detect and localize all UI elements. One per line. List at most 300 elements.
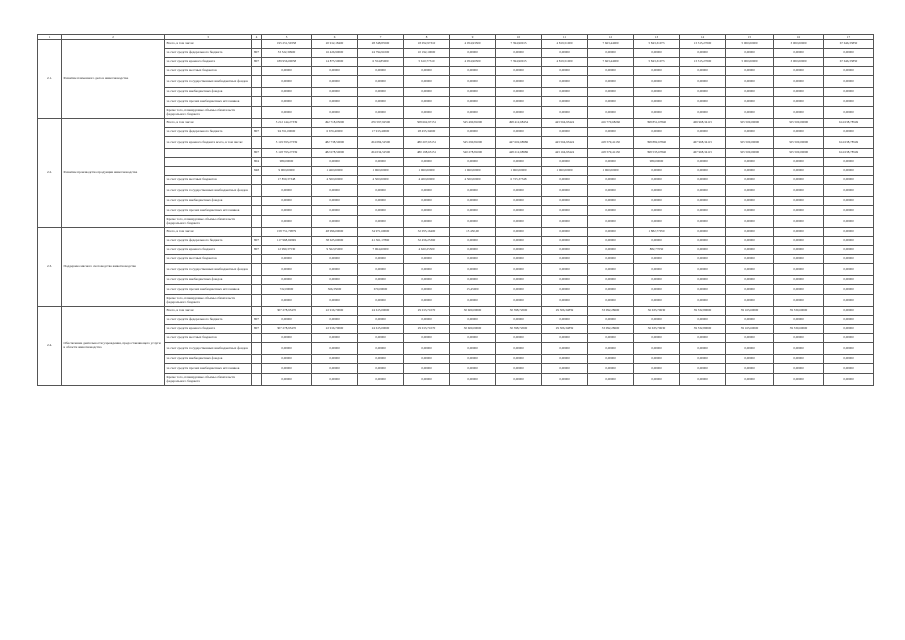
amount-cell: 0,00000 bbox=[774, 185, 824, 197]
amount-cell: 443 164,93424 bbox=[542, 149, 588, 158]
amount-cell: 467 968,34115 bbox=[680, 137, 726, 149]
amount-cell: 0,00000 bbox=[588, 128, 634, 137]
amount-cell: 0,00000 bbox=[262, 88, 312, 97]
amount-cell: 0,00000 bbox=[450, 276, 496, 285]
amount-cell: 0,00000 bbox=[542, 158, 588, 167]
section-name: Развитие племенного дела в животноводстве bbox=[62, 40, 165, 119]
amount-cell: 29 013,71070 bbox=[404, 325, 450, 334]
col-number: 6 bbox=[312, 35, 358, 40]
amount-cell: 0,00000 bbox=[726, 285, 774, 295]
funding-source-label: за счет средств местных бюджетов bbox=[165, 176, 252, 185]
amount-cell: 482 678,50000 bbox=[312, 149, 358, 158]
amount-cell: 22 916,70000 bbox=[312, 325, 358, 334]
amount-cell: 0,00000 bbox=[634, 334, 680, 343]
amount-cell: 4 500,00000 bbox=[450, 176, 496, 185]
amount-cell: 0,00000 bbox=[588, 216, 634, 228]
amount-cell: 0,00000 bbox=[680, 97, 726, 107]
amount-cell: 28 455,34000 bbox=[404, 128, 450, 137]
budget-code bbox=[252, 285, 262, 295]
amount-cell: 545 290,81000 bbox=[450, 137, 496, 149]
amount-cell: 0,00000 bbox=[450, 255, 496, 264]
funding-source-label: за счет средств государственных внебюджетных фондов bbox=[165, 264, 252, 276]
amount-cell: 0,00000 bbox=[496, 216, 542, 228]
budget-code bbox=[252, 176, 262, 185]
amount-cell: 0,00000 bbox=[634, 49, 680, 58]
amount-cell: 0,00000 bbox=[634, 364, 680, 374]
amount-cell: 30 600,00000 bbox=[450, 307, 496, 316]
amount-cell: 0,00000 bbox=[262, 185, 312, 197]
amount-cell: 0,00000 bbox=[450, 364, 496, 374]
amount-cell: 0,00000 bbox=[726, 167, 774, 176]
budget-code bbox=[252, 206, 262, 216]
amount-cell: 0,00000 bbox=[824, 97, 874, 107]
amount-cell: 0,00000 bbox=[496, 316, 542, 325]
amount-cell: 24 615,00000 bbox=[358, 307, 404, 316]
amount-cell: 0,00000 bbox=[680, 107, 726, 119]
amount-cell: 448 212,68986 bbox=[496, 149, 542, 158]
amount-cell: 325 500,00000 bbox=[726, 137, 774, 149]
budget-code: 807 bbox=[252, 237, 262, 246]
amount-cell: 0,00000 bbox=[358, 197, 404, 206]
col-number: 15 bbox=[726, 35, 774, 40]
amount-cell: 0,00000 bbox=[680, 255, 726, 264]
amount-cell: 0,00000 bbox=[824, 88, 874, 97]
amount-cell: 0,00000 bbox=[496, 228, 542, 237]
amount-cell: 0,00000 bbox=[680, 216, 726, 228]
funding-source-label: Кроме того, планируемые объемы обязательств федерального бюджета bbox=[165, 295, 252, 307]
table-row bbox=[38, 228, 874, 237]
amount-cell: 0,00000 bbox=[542, 185, 588, 197]
amount-cell: 0,00000 bbox=[824, 228, 874, 237]
amount-cell: 0,00000 bbox=[680, 167, 726, 176]
budget-code bbox=[252, 307, 262, 316]
amount-cell: 0,00000 bbox=[680, 158, 726, 167]
amount-cell: 980,00000 bbox=[634, 158, 680, 167]
amount-cell: 0,00000 bbox=[496, 374, 542, 386]
amount-cell: 5 843,31073 bbox=[634, 40, 680, 49]
amount-cell: 0,00000 bbox=[358, 255, 404, 264]
amount-cell: 4 054,90500 bbox=[450, 58, 496, 67]
amount-cell: 0,00000 bbox=[358, 334, 404, 343]
amount-cell: 158 751,70879 bbox=[262, 228, 312, 237]
amount-cell: 0,00000 bbox=[824, 216, 874, 228]
amount-cell: 0,00000 bbox=[774, 167, 824, 176]
amount-cell: 0,00000 bbox=[588, 67, 634, 76]
col-number: 16 bbox=[774, 35, 824, 40]
section-number: 2.1. bbox=[38, 40, 62, 119]
amount-cell: 0,00000 bbox=[774, 246, 824, 255]
amount-cell: 0,00000 bbox=[358, 295, 404, 307]
amount-cell: 0,00000 bbox=[262, 197, 312, 206]
amount-cell: 0,00000 bbox=[358, 206, 404, 216]
amount-cell: 0,00000 bbox=[588, 88, 634, 97]
amount-cell: 0,00000 bbox=[824, 276, 874, 285]
col-number: 7 bbox=[358, 35, 404, 40]
amount-cell: 48 996,00000 bbox=[312, 228, 358, 237]
budget-code bbox=[252, 76, 262, 88]
amount-cell: 0,00000 bbox=[680, 185, 726, 197]
amount-cell: 0,00000 bbox=[450, 246, 496, 255]
amount-cell: 443 564,93424 bbox=[542, 119, 588, 128]
amount-cell: 0,00000 bbox=[262, 295, 312, 307]
amount-cell: 5 212 144,27339 bbox=[262, 119, 312, 128]
amount-cell: 0,00000 bbox=[824, 374, 874, 386]
amount-cell: 0,00000 bbox=[774, 97, 824, 107]
amount-cell: 0,00000 bbox=[358, 216, 404, 228]
amount-cell: 0,00000 bbox=[726, 67, 774, 76]
amount-cell: 33 092,28600 bbox=[588, 307, 634, 316]
amount-cell: 0,00000 bbox=[774, 67, 824, 76]
amount-cell: 0,00000 bbox=[824, 76, 874, 88]
amount-cell: 0,00000 bbox=[542, 343, 588, 355]
amount-cell: 0,00000 bbox=[824, 197, 874, 206]
amount-cell: 0,00000 bbox=[588, 295, 634, 307]
amount-cell: 0,00000 bbox=[312, 295, 358, 307]
amount-cell: 0,00000 bbox=[542, 88, 588, 97]
amount-cell: 0,00000 bbox=[588, 197, 634, 206]
amount-cell: 0,00000 bbox=[824, 316, 874, 325]
amount-cell: 0,00000 bbox=[496, 158, 542, 167]
amount-cell: 0,00000 bbox=[542, 128, 588, 137]
funding-source-label: за счет средств внебюджетных фондов bbox=[165, 88, 252, 97]
amount-cell: 0,00000 bbox=[680, 246, 726, 255]
amount-cell: 0,00000 bbox=[450, 374, 496, 386]
amount-cell: 0,00000 bbox=[680, 128, 726, 137]
amount-cell: 0,00000 bbox=[450, 216, 496, 228]
amount-cell: 398 882,67840 bbox=[634, 137, 680, 149]
amount-cell: 0,00000 bbox=[450, 237, 496, 246]
amount-cell: 0,00000 bbox=[634, 355, 680, 364]
funding-source-label: за счет средств прочих внебюджетных источников bbox=[165, 97, 252, 107]
amount-cell: 13 315,27000 bbox=[680, 58, 726, 67]
amount-cell: 0,00000 bbox=[680, 206, 726, 216]
amount-cell: 0,00000 bbox=[450, 197, 496, 206]
amount-cell: 0,00000 bbox=[542, 97, 588, 107]
amount-cell: 0,00000 bbox=[588, 185, 634, 197]
amount-cell: 0,00000 bbox=[774, 107, 824, 119]
funding-source-label: за счет средств федерального бюджета bbox=[165, 128, 252, 137]
amount-cell: 0,00000 bbox=[262, 374, 312, 386]
amount-cell: 0,00000 bbox=[774, 316, 824, 325]
budget-code bbox=[252, 119, 262, 128]
funding-source-label: Всего, в том числе: bbox=[165, 40, 252, 49]
amount-cell: 0,00000 bbox=[404, 264, 450, 276]
amount-cell: 0,00000 bbox=[588, 176, 634, 185]
amount-cell: 0,00000 bbox=[358, 264, 404, 276]
amount-cell: 0,00000 bbox=[774, 197, 824, 206]
amount-cell: 0,00000 bbox=[680, 343, 726, 355]
amount-cell: 0,00000 bbox=[404, 206, 450, 216]
amount-cell: 0,00000 bbox=[450, 49, 496, 58]
funding-source-label: за счет средств федерального бюджета bbox=[165, 49, 252, 58]
funding-source-label bbox=[165, 158, 252, 167]
amount-cell: 0,00000 bbox=[496, 364, 542, 374]
amount-cell: 0,00000 bbox=[312, 355, 358, 364]
amount-cell: 0,00000 bbox=[824, 206, 874, 216]
budget-code bbox=[252, 355, 262, 364]
amount-cell: 0,00000 bbox=[496, 264, 542, 276]
amount-cell: 0,00000 bbox=[726, 158, 774, 167]
amount-cell: 476 597,92500 bbox=[358, 119, 404, 128]
amount-cell: 492 718,05000 bbox=[312, 119, 358, 128]
amount-cell: 32 055,16400 bbox=[404, 228, 450, 237]
amount-cell: 30 398,72000 bbox=[496, 325, 542, 334]
amount-cell: 0,00000 bbox=[262, 206, 312, 216]
amount-cell: 0,00000 bbox=[496, 107, 542, 119]
funding-source-label: за счет средств краевого бюджета bbox=[165, 58, 252, 67]
col-number: 8 bbox=[404, 35, 450, 40]
budget-code bbox=[252, 264, 262, 276]
amount-cell: 0,00000 bbox=[824, 176, 874, 185]
amount-cell: 36 633,70630 bbox=[634, 325, 680, 334]
amount-cell: 0,00000 bbox=[450, 128, 496, 137]
budget-code: 807 bbox=[252, 149, 262, 158]
section-number: 2.4. bbox=[38, 307, 62, 386]
amount-cell: 0,00000 bbox=[824, 264, 874, 276]
amount-cell: 0,00000 bbox=[358, 364, 404, 374]
amount-cell: 0,00000 bbox=[312, 374, 358, 386]
amount-cell: 3 000,00000 bbox=[774, 58, 824, 67]
table-row bbox=[38, 307, 874, 316]
amount-cell: 0,00000 bbox=[542, 67, 588, 76]
amount-cell: 0,00000 bbox=[774, 76, 824, 88]
amount-cell: 13 315,27000 bbox=[680, 40, 726, 49]
amount-cell: 9 562,05000 bbox=[312, 246, 358, 255]
amount-cell: 29 013,71070 bbox=[404, 307, 450, 316]
funding-source-label: за счет средств краевого бюджета всего, в том числе: bbox=[165, 137, 252, 149]
amount-cell: 0,00000 bbox=[404, 197, 450, 206]
amount-cell: 0,00000 bbox=[496, 255, 542, 264]
amount-cell: 0,00000 bbox=[726, 228, 774, 237]
amount-cell: 0,00000 bbox=[774, 216, 824, 228]
amount-cell: 0,00000 bbox=[680, 316, 726, 325]
amount-cell: 0,00000 bbox=[774, 285, 824, 295]
amount-cell: 15 450,00 bbox=[450, 228, 496, 237]
funding-source-label: за счет средств внебюджетных фондов bbox=[165, 276, 252, 285]
amount-cell: 0,00000 bbox=[726, 76, 774, 88]
funding-source-label: за счет средств внебюджетных фондов bbox=[165, 355, 252, 364]
funding-source-label: за счет средств прочих внебюджетных источников bbox=[165, 285, 252, 295]
amount-cell: 1 960,00000 bbox=[588, 167, 634, 176]
amount-cell: 0,00000 bbox=[680, 285, 726, 295]
amount-cell: 0,00000 bbox=[726, 295, 774, 307]
amount-cell: 67 646,33850 bbox=[824, 40, 874, 49]
amount-cell: 39 332,89000 bbox=[680, 325, 726, 334]
amount-cell: 0,00000 bbox=[680, 355, 726, 364]
amount-cell: 469 968,34115 bbox=[680, 119, 726, 128]
amount-cell: 5 000,00000 bbox=[726, 40, 774, 49]
budget-code bbox=[252, 343, 262, 355]
funding-source-label: за счет средств государственных внебюджетных фондов bbox=[165, 76, 252, 88]
amount-cell: 480 198,63151 bbox=[404, 149, 450, 158]
amount-cell: 0,00000 bbox=[404, 334, 450, 343]
amount-cell: 0,00000 bbox=[824, 334, 874, 343]
amount-cell: 0,00000 bbox=[774, 295, 824, 307]
amount-cell: 0,00000 bbox=[496, 285, 542, 295]
amount-cell: 0,00000 bbox=[496, 237, 542, 246]
amount-cell: 0,00000 bbox=[542, 285, 588, 295]
amount-cell: 0,00000 bbox=[726, 316, 774, 325]
amount-cell: 0,00000 bbox=[358, 67, 404, 76]
amount-cell: 0,00000 bbox=[404, 374, 450, 386]
amount-cell: 0,00000 bbox=[450, 67, 496, 76]
amount-cell: 0,00000 bbox=[824, 285, 874, 295]
amount-cell: 0,00000 bbox=[726, 255, 774, 264]
amount-cell: 0,00000 bbox=[312, 76, 358, 88]
amount-cell: 0,00000 bbox=[542, 216, 588, 228]
amount-cell: 0,00000 bbox=[496, 295, 542, 307]
budget-code bbox=[252, 88, 262, 97]
amount-cell: 16 426,90000 bbox=[312, 49, 358, 58]
amount-cell: 0,00000 bbox=[358, 76, 404, 88]
amount-cell: 0,00000 bbox=[358, 88, 404, 97]
amount-cell: 443 564,93424 bbox=[542, 137, 588, 149]
budget-code bbox=[252, 334, 262, 343]
amount-cell: 0,00000 bbox=[588, 374, 634, 386]
amount-cell: 0,00000 bbox=[542, 295, 588, 307]
funding-source-label: за счет средств местных бюджетов bbox=[165, 255, 252, 264]
amount-cell: 0,00000 bbox=[774, 276, 824, 285]
amount-cell: 0,00000 bbox=[496, 355, 542, 364]
amount-cell: 39 163,60000 bbox=[726, 325, 774, 334]
amount-cell: 0,00000 bbox=[634, 176, 680, 185]
amount-cell: 38 625,60000 bbox=[312, 237, 358, 246]
amount-cell: 0,00000 bbox=[634, 167, 680, 176]
budget-code: 807 bbox=[252, 246, 262, 255]
amount-cell: 0,00000 bbox=[680, 374, 726, 386]
amount-cell: 0,00000 bbox=[450, 76, 496, 88]
amount-cell: 0,00000 bbox=[262, 76, 312, 88]
col-number: 4 bbox=[252, 35, 262, 40]
amount-cell: 10 192,10000 bbox=[404, 49, 450, 58]
amount-cell: 33 092,28600 bbox=[588, 325, 634, 334]
amount-cell: 0,00000 bbox=[634, 107, 680, 119]
amount-cell: 0,00000 bbox=[588, 158, 634, 167]
amount-cell: 0,00000 bbox=[404, 276, 450, 285]
amount-cell: 0,00000 bbox=[774, 49, 824, 58]
amount-cell: 0,00000 bbox=[542, 176, 588, 185]
amount-cell: 1 460,00000 bbox=[312, 167, 358, 176]
amount-cell: 0,00000 bbox=[542, 276, 588, 285]
budget-code bbox=[252, 40, 262, 49]
amount-cell: 0,00000 bbox=[774, 374, 824, 386]
amount-cell: 0,00000 bbox=[824, 364, 874, 374]
amount-cell: 0,00000 bbox=[726, 237, 774, 246]
amount-cell: 3 000,00000 bbox=[774, 40, 824, 49]
amount-cell: 398 851,67840 bbox=[634, 119, 680, 128]
amount-cell: 30 600,00000 bbox=[450, 325, 496, 334]
amount-cell: 0,00000 bbox=[542, 355, 588, 364]
section-name: Поддержка мясного скотоводства животноводства bbox=[62, 228, 165, 307]
amount-cell: 34 971,69000 bbox=[358, 228, 404, 237]
amount-cell: 22 916,70000 bbox=[312, 307, 358, 316]
amount-cell: 20 912,18400 bbox=[312, 40, 358, 49]
amount-cell: 17 850,37348 bbox=[262, 176, 312, 185]
budget-code: 807 bbox=[252, 58, 262, 67]
amount-cell: 0,00000 bbox=[774, 88, 824, 97]
amount-cell: 0,00000 bbox=[588, 316, 634, 325]
budget-code: 807 bbox=[252, 325, 262, 334]
amount-cell: 0,00000 bbox=[774, 255, 824, 264]
amount-cell: 0,00000 bbox=[634, 128, 680, 137]
amount-cell: 195 251,50358 bbox=[262, 40, 312, 49]
amount-cell: 0,00000 bbox=[588, 276, 634, 285]
amount-cell: 0,00000 bbox=[726, 49, 774, 58]
amount-cell: 0,00000 bbox=[404, 295, 450, 307]
amount-cell: 0,00000 bbox=[542, 107, 588, 119]
amount-cell: 1 960,00000 bbox=[450, 167, 496, 176]
amount-cell: 0,00000 bbox=[774, 158, 824, 167]
amount-cell: 0,00000 bbox=[824, 255, 874, 264]
amount-cell: 0,00000 bbox=[824, 185, 874, 197]
budget-code bbox=[252, 107, 262, 119]
funding-source-label: Всего, в том числе: bbox=[165, 228, 252, 237]
col-number: 10 bbox=[496, 35, 542, 40]
amount-cell: 0,00000 bbox=[680, 364, 726, 374]
amount-cell: 540 278,81000 bbox=[450, 149, 496, 158]
amount-cell: 5 000,00000 bbox=[726, 58, 774, 67]
amount-cell: 0,00000 bbox=[726, 246, 774, 255]
amount-cell: 30 398,72000 bbox=[496, 307, 542, 316]
amount-cell: 0,00000 bbox=[542, 255, 588, 264]
amount-cell: 0,00000 bbox=[588, 334, 634, 343]
amount-cell: 0,00000 bbox=[450, 264, 496, 276]
amount-cell: 0,00000 bbox=[824, 325, 874, 334]
amount-cell: 0,00000 bbox=[680, 228, 726, 237]
amount-cell: 0,00000 bbox=[312, 343, 358, 355]
amount-cell: 0,00000 bbox=[634, 97, 680, 107]
amount-cell: 5 610,77310 bbox=[404, 58, 450, 67]
amount-cell: 0,00000 bbox=[634, 285, 680, 295]
col-number: 2 bbox=[62, 35, 165, 40]
amount-cell: 0,00000 bbox=[496, 246, 542, 255]
funding-source-label bbox=[165, 167, 252, 176]
amount-cell: 480 207,63151 bbox=[404, 137, 450, 149]
amount-cell: 467 968,34115 bbox=[680, 149, 726, 158]
budget-code bbox=[252, 228, 262, 237]
budget-code bbox=[252, 255, 262, 264]
amount-cell: 0,00000 bbox=[312, 197, 358, 206]
amount-cell: 0,00000 bbox=[680, 88, 726, 97]
amount-cell: 325 500,00000 bbox=[774, 119, 824, 128]
amount-cell: 0,00000 bbox=[450, 355, 496, 364]
amount-cell: 0,00000 bbox=[726, 364, 774, 374]
amount-cell: 0,00000 bbox=[680, 176, 726, 185]
amount-cell: 12 990,37530 bbox=[262, 246, 312, 255]
amount-cell: 0,00000 bbox=[450, 88, 496, 97]
amount-cell: 4 500,00000 bbox=[312, 176, 358, 185]
amount-cell: 454 034,52500 bbox=[358, 149, 404, 158]
amount-cell: 0,00000 bbox=[588, 255, 634, 264]
amount-cell: 0,00000 bbox=[496, 343, 542, 355]
amount-cell: 0,00000 bbox=[824, 158, 874, 167]
amount-cell: 0,00000 bbox=[634, 88, 680, 97]
funding-source-label: за счет средств федерального бюджета bbox=[165, 237, 252, 246]
amount-cell: 0,00000 bbox=[542, 49, 588, 58]
amount-cell: 0,00000 bbox=[774, 206, 824, 216]
amount-cell: 7 964,60000 bbox=[358, 246, 404, 255]
budget-code: 848 bbox=[252, 167, 262, 176]
amount-cell: 0,00000 bbox=[496, 197, 542, 206]
amount-cell: 398 535,67840 bbox=[634, 149, 680, 158]
amount-cell: 0,00000 bbox=[542, 316, 588, 325]
amount-cell: 0,00000 bbox=[496, 276, 542, 285]
amount-cell: 0,00000 bbox=[542, 374, 588, 386]
amount-cell: 0,00000 bbox=[680, 295, 726, 307]
amount-cell: 0,00000 bbox=[404, 158, 450, 167]
amount-cell: 0,00000 bbox=[542, 334, 588, 343]
amount-cell: 0,00000 bbox=[312, 88, 358, 97]
